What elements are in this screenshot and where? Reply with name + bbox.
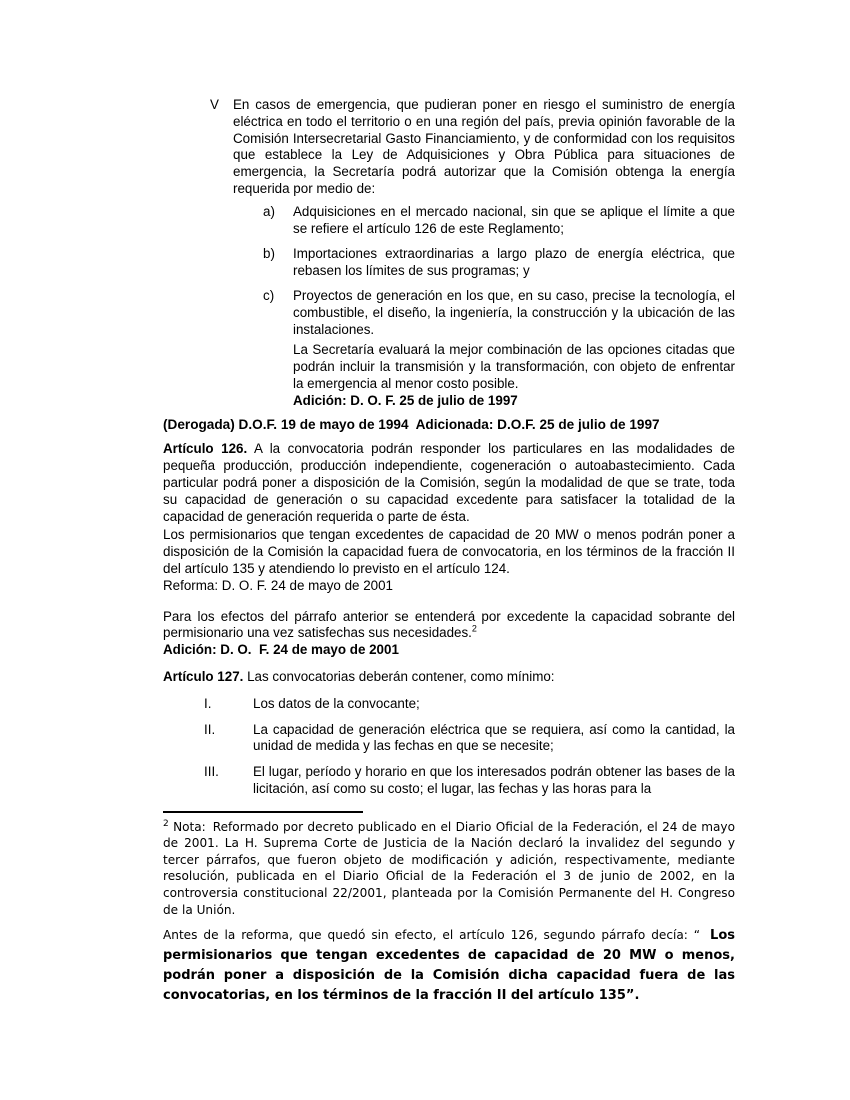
fraction-ii-text: La capacidad de generación eléctrica que se requiera, así como la cantidad, la unidad de medida y las fechas en que se necesite;	[253, 721, 735, 754]
footnote-text: Reformado por decreto publicado en el Diario Oficial de la Federación, el 24 de mayo de 2001. La H. Suprema Corte de Justicia de la Nación declaró la invalidez del segundo y tercer párrafos, que fueron objeto de modificación y adición, respectivamente, mediante resolución, publicada en el Diario Oficial de la Federación el 3 de junio de 2002, en la controversia constitucional 22/2001, planteada por la Comisión Permanente del H. Congreso de la Unión.	[163, 819, 735, 917]
articulo-126-label: Artículo 126.	[163, 441, 248, 457]
adicion-2001-line: Adición: D. O. F. 24 de mayo de 2001	[163, 642, 399, 658]
fraction-iii-label: III.	[204, 764, 219, 780]
sub-item-a	[163, 204, 735, 238]
sub-item-b-text: Importaciones extraordinarias a largo plazo de energía eléctrica, que rebasen los límites de sus programas; y	[293, 246, 735, 279]
efectos-text: Para los efectos del párrafo anterior se entenderá por excedente la capacidad sobrante del permisionario una vez satisfechas sus necesidades.	[163, 608, 735, 641]
derogada-line: (Derogada) D.O.F. 19 de mayo de 1994 Adicionada: D.O.F. 25 de julio de 1997	[163, 416, 660, 432]
permisionarios-paragraph: Los permisionarios que tengan excedentes de capacidad de 20 MW o menos podrán poner a disposición de la Comisión la capacidad fuera de convocatoria, en los términos de la fracción II del artículo 135 y atendiendo lo previsto en el artículo 124.	[163, 527, 735, 576]
efectos-paragraph	[163, 609, 735, 643]
adicion-1997-line: Adición: D. O. F. 25 de julio de 1997	[293, 392, 518, 408]
sub-item-b	[163, 246, 735, 280]
footnote-separator-rule	[163, 811, 363, 813]
sub-item-a-label: a)	[263, 203, 275, 219]
footnote-reference-mark: 2	[471, 623, 477, 634]
fraction-v-label: V	[210, 97, 219, 112]
evaluation-paragraph: La Secretaría evaluará la mejor combinación de las opciones citadas que podrán incluir la transmisión y la transformación, con objeto de enfrentar la emergencia al menor costo posible.	[293, 342, 735, 391]
footnote-number: 2	[163, 818, 169, 829]
sub-item-c-text: Proyectos de generación en los que, en su caso, precise la tecnología, el combustible, el diseño, la ingeniería, la construcción y la ubicación de las instalaciones.	[293, 287, 735, 337]
fraction-ii-label: II.	[204, 721, 216, 737]
articulo-127-paragraph	[163, 669, 735, 686]
sub-item-c	[163, 288, 735, 338]
fraction-iii-text: El lugar, período y horario en que los interesados podrán obtener las bases de la licitación, así como su costo; el lugar, las fechas y las horas para la	[253, 764, 735, 796]
fraction-v-text: En casos de emergencia, que pudieran poner en riesgo el suministro de energía eléctrica en todo el territorio o en una región del país, previa opinión favorable de la Comisión Intersecretarial Gasto Financiamiento, y de conformidad con los requisitos que establece la Ley de Adquisiciones y Obra Pública para situaciones de emergencia, la Secretaría podrá autorizar que la Comisión obtenga la energía requerida por medio de:	[233, 97, 735, 196]
reforma-line: Reforma: D. O. F. 24 de mayo de 2001	[163, 577, 393, 593]
sub-item-b-label: b)	[263, 246, 275, 262]
articulo-126-paragraph	[163, 441, 735, 525]
fraction-v	[163, 97, 735, 198]
before-reform-intro: Antes de la reforma, que quedó sin efecto, el artículo 126, segundo párrafo decía: “	[163, 928, 701, 943]
fraction-i-label: I.	[204, 695, 212, 711]
articulo-127-label: Artículo 127.	[163, 668, 244, 684]
before-reform-paragraph	[163, 926, 735, 1005]
articulo-126-text: A la convocatoria podrán responder los particulares en las modalidades de pequeña producción, producción independiente, cogeneración o autoabastecimiento. Cada particular podrá poner a disposición de la Comisión, según la modalidad de que se trate, toda su capacidad de generación o su capacidad excedente para satisfacer la totalidad de la capacidad de generación requerida o parte de ésta.	[163, 441, 736, 524]
fraction-i-text: Los datos de la convocante;	[253, 695, 420, 711]
evaluation-block	[293, 342, 735, 409]
articulo-127-text: Las convocatorias deberán contener, como mínimo:	[247, 668, 555, 684]
sub-item-a-text: Adquisiciones en el mercado nacional, sin que se aplique el límite a que se refiere el artículo 126 de este Reglamento;	[293, 203, 735, 236]
footnote-label: Nota:	[173, 819, 206, 834]
document-content	[163, 97, 735, 1005]
fraction-i	[163, 696, 735, 713]
footnote-paragraph	[163, 819, 735, 919]
fraction-ii	[163, 722, 735, 756]
fraction-iii	[163, 764, 735, 798]
sub-item-c-label: c)	[263, 287, 275, 303]
before-reform-quote: Los permisionarios que tengan excedentes de capacidad de 20 MW o menos, podrán poner a disposición de la Comisión dicha capacidad fuera de las convocatorias, en los términos de la fracción II del artículo 135”.	[163, 928, 735, 1003]
